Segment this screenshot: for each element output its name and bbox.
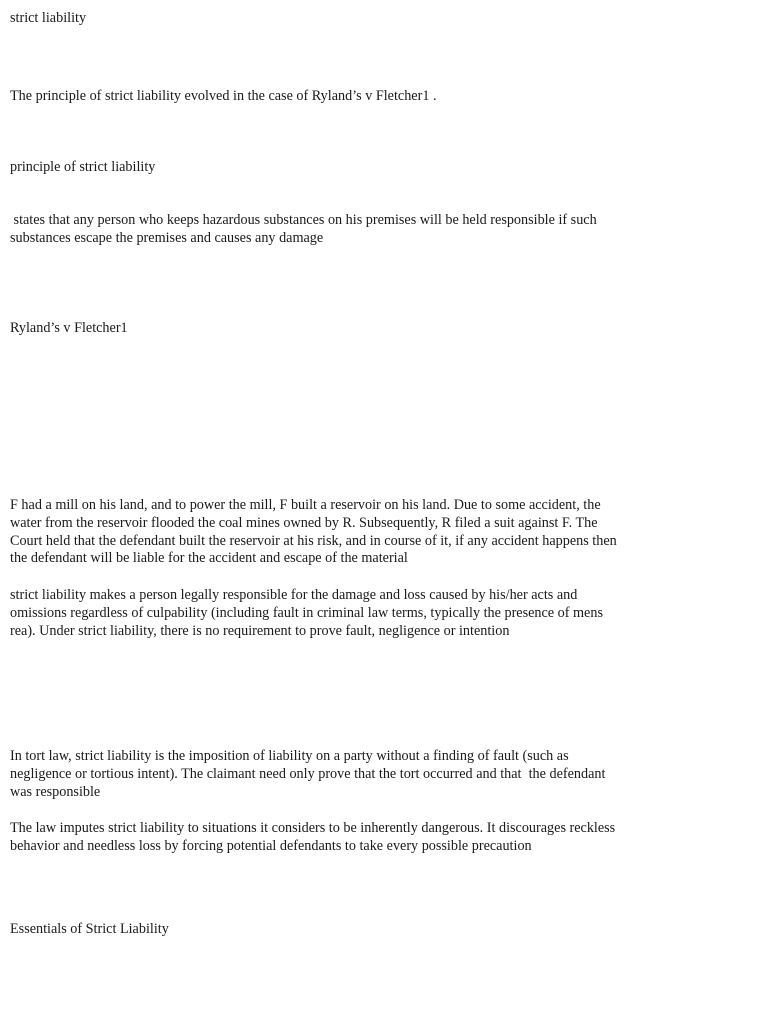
heading-principle (10, 159, 660, 177)
paragraph-case-facts (10, 497, 660, 568)
text-line: principle of strict liability (10, 159, 156, 175)
text-line: F had a mill on his land, and to power the mill, F built a reservoir on his land. Due to some accident, the (10, 497, 601, 513)
heading-strict-liability (10, 10, 660, 28)
text-line: Court held that the defendant built the reservoir at his risk, and in course of it, if any accident happens then (10, 532, 617, 549)
text-line: In tort law, strict liability is the imposition of liability on a party without a finding of fault (such as (10, 748, 569, 764)
text-line: The law imputes strict liability to situations it considers to be inherently dangerous. It discourages reckless (10, 820, 616, 836)
text-line: behavior and needless loss by forcing potential defendants to take every possible precaution (10, 837, 532, 854)
text-line: states that any person who keeps hazardous substances on his premises will be held responsible if such (10, 212, 597, 228)
text-line: omissions regardless of culpability (including fault in criminal law terms, typically the presence of mens (10, 604, 603, 621)
text-line: was responsible (10, 783, 101, 800)
heading-essentials (10, 921, 660, 939)
text-line: strict liability (10, 10, 87, 26)
text-line: The principle of strict liability evolved in the case of Ryland’s v Fletcher1 . (10, 88, 437, 104)
text-line: negligence or tortious intent). The claimant need only prove that the tort occurred and that the defendant (10, 765, 606, 782)
text-line: the defendant will be liable for the accident and escape of the material (10, 550, 408, 567)
text-line: substances escape the premises and causes any damage (10, 229, 324, 246)
paragraph-inherently-dangerous (10, 820, 660, 856)
paragraph-tort-law (10, 748, 660, 801)
text-line: water from the reservoir flooded the coal mines owned by R. Subsequently, R filed a suit against F. The (10, 514, 598, 531)
paragraph-principle-definition (10, 212, 660, 248)
paragraph-strict-liability-meaning (10, 587, 660, 640)
text-line: rea). Under strict liability, there is no requirement to prove fault, negligence or intention (10, 622, 510, 639)
text-line: Essentials of Strict Liability (10, 921, 169, 937)
paragraph-origin (10, 88, 660, 106)
text-line: strict liability makes a person legally responsible for the damage and loss caused by his/her acts and (10, 587, 578, 603)
heading-case-name (10, 320, 660, 338)
text-line: Ryland’s v Fletcher1 (10, 320, 128, 336)
